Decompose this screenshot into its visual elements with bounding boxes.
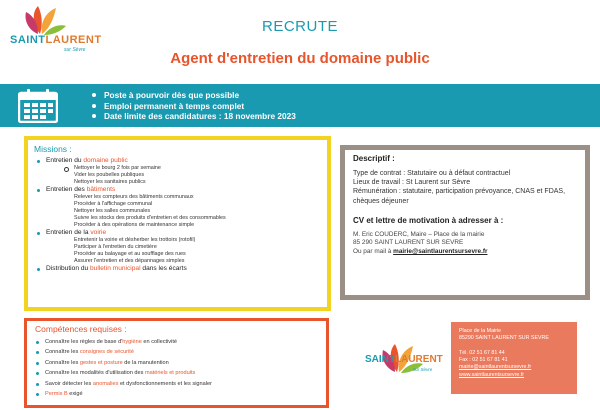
logo-subtitle: sur Sèvre: [64, 47, 86, 53]
mission-item: Suivre les stocks des produits d'entretien et des consommables: [74, 215, 226, 222]
mission-group: Entretien du domaine public: [34, 157, 321, 165]
missions-title: Missions :: [34, 144, 72, 154]
card-email-link[interactable]: mairie@saintlaurentsursevre.fr: [459, 364, 532, 371]
mail-line: Ou par mail à mairie@saintlaurentsursevre.fr: [353, 248, 488, 255]
descriptif-line: Rémunération : statutaire, participation prévoyance, CNAS et FDAS, chèques déjeuner: [353, 188, 566, 205]
info-item: Date limite des candidatures : 18 novembre 2023: [92, 111, 296, 122]
mission-item: Assurer l'entretien et des dépannages simples: [74, 257, 185, 264]
mission-item: Participer à l'entretien du cimetière: [74, 244, 157, 251]
address-line: 85 290 SAINT LAURENT SUR SEVRE: [353, 239, 464, 247]
contact-card: [359, 322, 577, 394]
card-line: Place de la Mairie: [459, 328, 502, 334]
card-line: [459, 343, 569, 350]
mission-item: Nettoyer le bourg 2 fois par semaine: [34, 165, 321, 172]
card-line: Tél. 02 51 67 81 44: [459, 349, 505, 356]
competence-item: Permis B exigé: [35, 389, 318, 399]
card-logo-area: [359, 322, 455, 394]
mission-item: Nettoyer les sanitaires publics: [74, 179, 146, 186]
descriptif-line: Type de contrat : Statutaire ou à défaut contractuel: [353, 170, 511, 177]
missions-box: [24, 136, 331, 311]
competences-box: [24, 318, 329, 408]
mail-link[interactable]: mairie@saintlaurentsursevre.fr: [393, 248, 488, 255]
mission-group: Entretien de la voirie: [34, 229, 321, 237]
address-line: M. Eric COUDERC, Maire – Place de la mairie: [353, 230, 485, 238]
competence-item: Connaître les consignes de sécurité: [35, 347, 318, 357]
mission-item: Relever les compteurs des bâtiments communaux: [74, 194, 194, 201]
card-logo-text: SAINTLAURENT: [365, 354, 443, 365]
mission-item: Nettoyer les salles communales: [74, 208, 151, 215]
card-contact-info: [451, 322, 577, 394]
info-item: Emploi permanent à temps complet: [92, 101, 296, 112]
logo-text: SAINTLAURENT: [10, 34, 102, 46]
info-item: Poste à pourvoir dès que possible: [92, 90, 296, 101]
competence-item: Savoir détecter les anomalies et dysfonctionnements et les signaler: [35, 379, 318, 389]
descriptif-line: Lieux de travail : St Laurent sur Sèvre: [353, 179, 471, 187]
competence-item: Connaître les règles de base d'hygiène en collectivité: [35, 337, 318, 347]
info-list: [92, 90, 296, 122]
card-line: Fax : 02 51 67 81 41: [459, 357, 508, 364]
descriptif-box: [340, 145, 590, 300]
mission-group: Distribution du bulletin municipal dans les écarts: [34, 265, 321, 273]
mission-item: Vider les poubelles publiques: [74, 172, 145, 179]
mission-item: Procéder à l'affichage communal: [74, 201, 153, 208]
recruit-heading: RECRUTE: [261, 18, 338, 35]
mission-item: Procéder au balayage et au soufflage des rues: [74, 250, 186, 257]
mission-item: Entretenir la voirie et désherber les trottoirs (rotofil): [74, 237, 196, 244]
card-website-link[interactable]: www.saintlaurentsursevre.fr: [459, 371, 525, 378]
descriptif-title: Descriptif :: [353, 154, 395, 163]
competence-item: Connaître les gestes et posture de la manutention: [35, 358, 318, 368]
competences-title: Compétences requises :: [35, 324, 127, 334]
calendar-icon: [18, 89, 58, 123]
mission-item: Procéder à des opérations de maintenance simple: [74, 221, 195, 228]
job-title: Agent d'entretien du domaine public: [170, 50, 430, 67]
cv-title: CV et lettre de motivation à adresser à :: [353, 215, 504, 225]
card-line: 85290 SAINT LAURENT SUR SEVRE: [459, 335, 549, 342]
competence-item: Connaître les modalités d'utilisation des matériels et produits: [35, 368, 318, 378]
card-logo-subtitle: sur Sèvre: [413, 367, 433, 372]
info-band: [0, 84, 600, 127]
mission-group: Entretien des bâtiments: [34, 186, 321, 194]
